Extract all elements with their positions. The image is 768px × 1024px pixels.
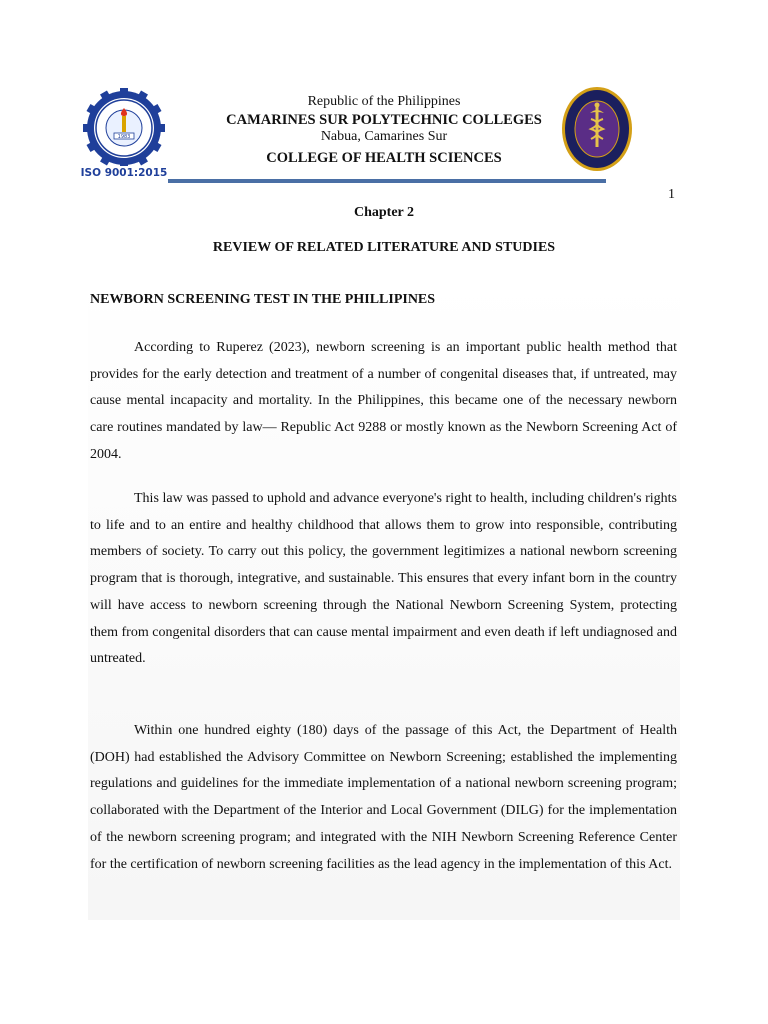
paragraph: According to Ruperez (2023), newborn screening is an important public health method that provides for the early detection and treatment of a number of congenital diseases that, if untreated, may cause mental incapacity and mortality. In the Philippines, this became one of the necessary newborn care routines mandated by law— Republic Act 9288 or mostly known as the Newborn Screening Act of 2004. (90, 340, 677, 462)
paragraph: Within one hundred eighty (180) days of the passage of this Act, the Department of Health (DOH) had established the Advisory Committee on Newborn Screening; established the implementing regulations and guidelines for the immediate implementation of a national newborn screening program; collaborated with the Department of the Interior and Local Government (DILG) for the implementation of the newborn screening program; and integrated with the NIH Newborn Screening Reference Center for the certification of newborn screening facilities as the lead agency in the implementation of this Act. (90, 723, 677, 872)
paragraph: This law was passed to uphold and advance everyone's right to health, including children's rights to life and to an entire and healthy childhood that allows them to grow into responsible, contributing members of society. To carry out this policy, the government legitimizes a national newborn screening program that is thorough, integrative, and sustainable. This ensures that every infant born in the country will have access to newborn screening through the National Newborn Screening System, protecting them from congenital disorders that can cause mental impairment and even death if left undiagnosed and untreated. (90, 491, 677, 667)
college-name: CAMARINES SUR POLYTECHNIC COLLEGES (226, 112, 542, 128)
page-number: 1 (668, 187, 675, 202)
chapter-label: Chapter 2 (353, 205, 415, 220)
department-name: COLLEGE OF HEALTH SCIENCES (266, 150, 502, 166)
chapter-title: REVIEW OF RELATED LITERATURE AND STUDIES (212, 240, 556, 255)
college-location: Nabua, Camarines Sur (320, 129, 448, 144)
section-heading: NEWBORN SCREENING TEST IN THE PHILLIPINES (90, 292, 436, 307)
iso-badge: ISO 9001:2015 (80, 167, 168, 179)
republic-text: Republic of the Philippines (307, 94, 461, 109)
svg-text:1983: 1983 (117, 134, 131, 140)
header-divider (168, 179, 606, 183)
